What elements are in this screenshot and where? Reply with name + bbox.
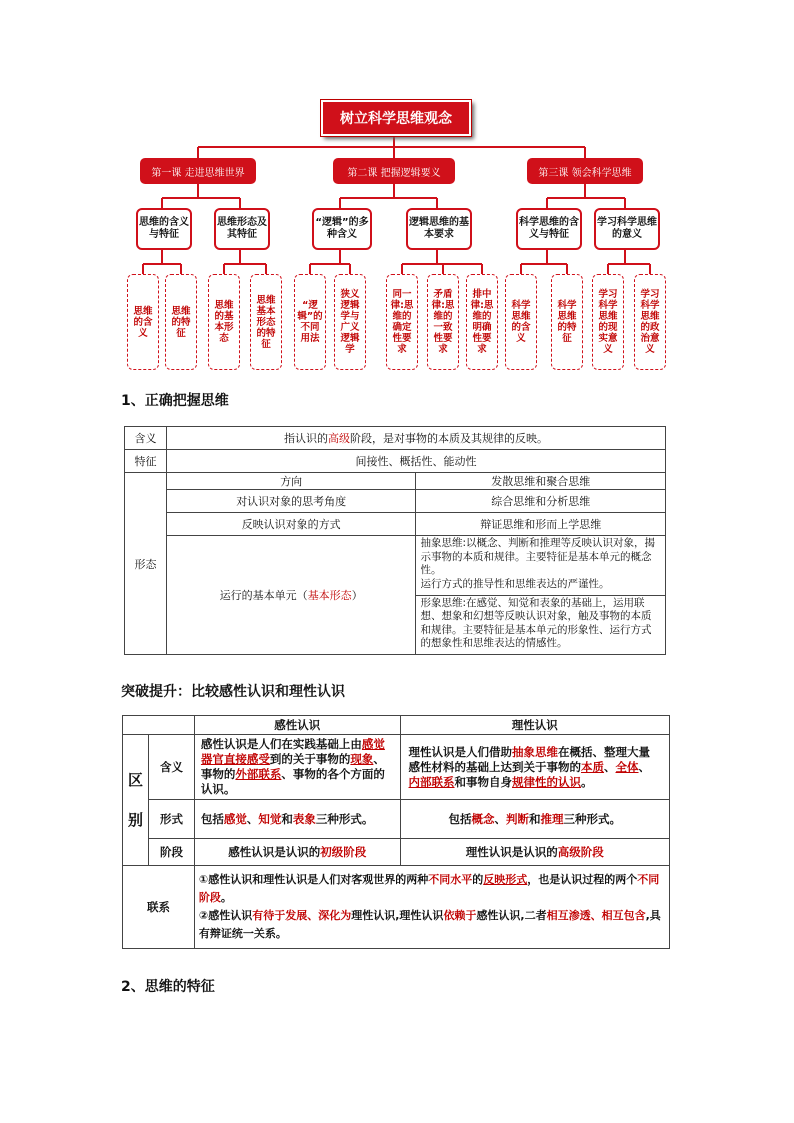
- comparison-table: [122, 715, 670, 949]
- section1-heading: 1、正确把握思维: [121, 393, 229, 409]
- leaf-1: 思维的含义: [127, 274, 159, 370]
- topic-thinking-meaning: 思维的含义与特征: [136, 208, 192, 250]
- chapter-1: 第一课 走进思维世界: [140, 158, 256, 184]
- leaf-13: 学习科学思维的政治意义: [634, 274, 666, 370]
- form-row-right: 综合思维和分析思维: [416, 490, 666, 513]
- leaf-11: 科学思维的特征: [551, 274, 583, 370]
- form-row-left: 对认识对象的思考角度: [166, 490, 416, 513]
- leaf-9: 排中律:思维的明确性要求: [466, 274, 498, 370]
- diff-label: 区 别: [123, 735, 149, 866]
- topic-logic-requirements: 逻辑思维的基本要求: [406, 208, 472, 250]
- unit-label: 运行的基本单元（基本形态）: [166, 536, 416, 655]
- leaf-6: 狭义逻辑学与广义逻辑学: [334, 274, 366, 370]
- rational-meaning: 理性认识是人们借助抽象思维在概括、整理大量感性材料的基础上达到关于事物的本质、全体、内部联系和事物自身规律性的认识。: [400, 735, 669, 800]
- form-row-left: 方向: [166, 473, 416, 490]
- col-perceptual: 感性认识: [194, 716, 400, 735]
- chapter-2: 第二课 把握逻辑要义: [333, 158, 455, 184]
- leaf-8: 矛盾律:思维的一致性要求: [427, 274, 459, 370]
- topic-learning-significance: 学习科学思维的意义: [594, 208, 660, 250]
- link-text: ①感性认识和理性认识是人们对客观世界的两种不同水平的反映形式，也是认识过程的两个不同阶段。 ②感性认识有待于发展、深化为理性认识,理性认识依赖于感性认识,二者相互渗透、相互包含,具有辩证统一关系。: [194, 866, 669, 949]
- form-row-right: 辩证思维和形而上学思维: [416, 513, 666, 536]
- leaf-4: 思维基本形态的特征: [250, 274, 282, 370]
- feature-label: 特征: [125, 450, 167, 473]
- meaning-label: 含义: [148, 735, 194, 800]
- form-row-left: 反映认识对象的方式: [166, 513, 416, 536]
- perceptual-form: 包括感觉、知觉和表象三种形式。: [194, 800, 400, 839]
- image-thinking: 形象思维:在感觉、知觉和表象的基础上，运用联想、想象和幻想等反映认识对象，触及事物的本质和规律。主要特征是基本单元的形象性、运行方式的想象性和思维表达的情感性。: [416, 595, 666, 655]
- stage-label: 阶段: [148, 839, 194, 866]
- form-label: 形态: [125, 473, 167, 655]
- topic-science-thinking: 科学思维的含义与特征: [516, 208, 582, 250]
- rational-stage: 理性认识是认识的高级阶段: [400, 839, 669, 866]
- mindmap-root: 树立科学思维观念: [321, 100, 471, 136]
- rational-form: 包括概念、判断和推理三种形式。: [400, 800, 669, 839]
- leaf-10: 科学思维的含义: [505, 274, 537, 370]
- perceptual-meaning: 感性认识是人们在实践基础上由感觉器官直接感受到的关于事物的现象、事物的外部联系、事物的各个方面的认识。: [194, 735, 400, 800]
- leaf-3: 思维的基本形态: [208, 274, 240, 370]
- meaning-label: 含义: [125, 427, 167, 450]
- topic-logic-meanings: “逻辑”的多种含义: [312, 208, 372, 250]
- perceptual-stage: 感性认识是认识的初级阶段: [194, 839, 400, 866]
- leaf-5: “逻辑”的不同用法: [294, 274, 326, 370]
- topic-thinking-forms: 思维形态及其特征: [214, 208, 270, 250]
- col-rational: 理性认识: [400, 716, 669, 735]
- meaning-text: 指认识的高级阶段，是对事物的本质及其规律的反映。: [166, 427, 665, 450]
- section2-heading: 2、思维的特征: [121, 979, 215, 995]
- form-row-right: 发散思维和聚合思维: [416, 473, 666, 490]
- abstract-thinking: 抽象思维:以概念、判断和推理等反映认识对象，揭示事物的本质和规律。主要特征是基本单元的概念性。 运行方式的推导性和思维表达的严谨性。: [416, 536, 666, 596]
- feature-text: 间接性、概括性、能动性: [166, 450, 665, 473]
- leaf-2: 思维的特征: [165, 274, 197, 370]
- thinking-table: [124, 426, 666, 655]
- breakthrough-heading: 突破提升：比较感性认识和理性认识: [121, 684, 345, 700]
- link-label: 联系: [123, 866, 195, 949]
- form-label: 形式: [148, 800, 194, 839]
- chapter-3: 第三课 领会科学思维: [527, 158, 643, 184]
- leaf-12: 学习科学思维的现实意义: [592, 274, 624, 370]
- leaf-7: 同一律:思维的确定性要求: [386, 274, 418, 370]
